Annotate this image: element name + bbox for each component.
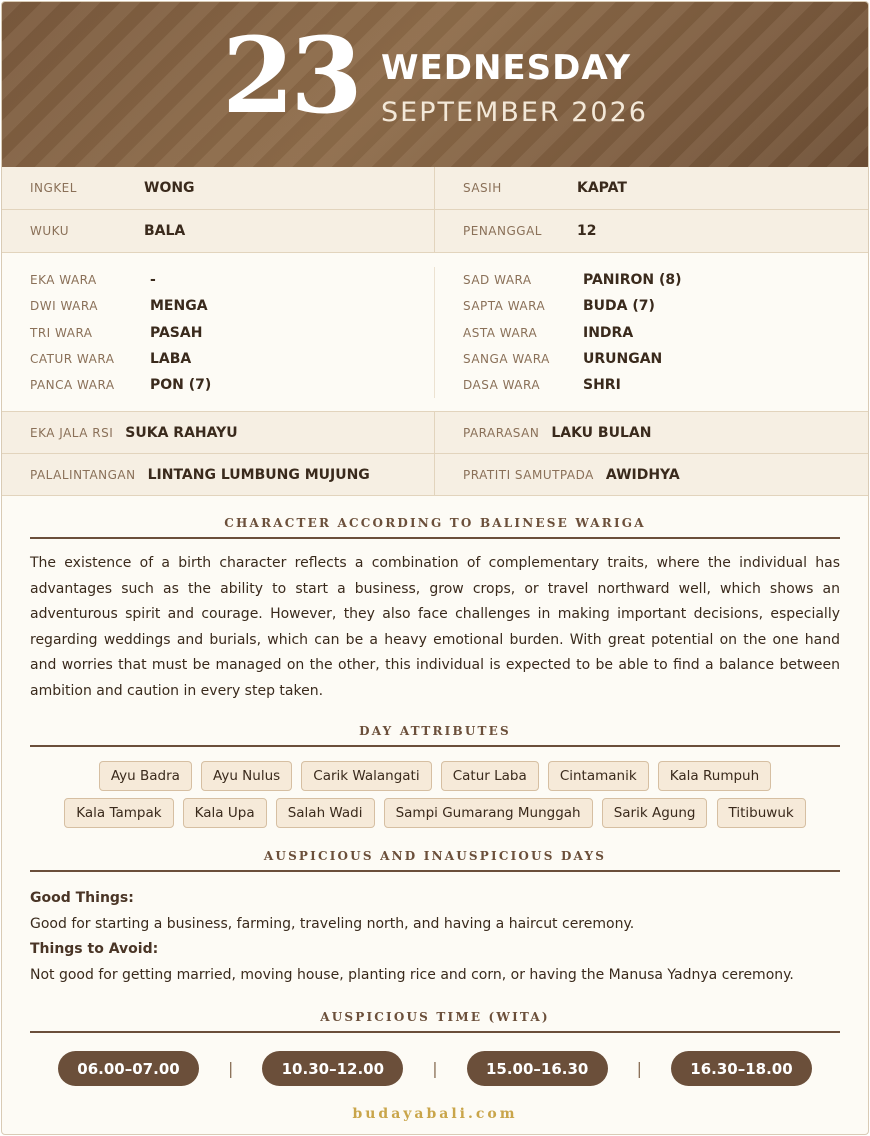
times-section-title: AUSPICIOUS TIME (WITA): [30, 1010, 840, 1033]
good-text: Good for starting a business, farming, traveling north, and having a haircut ceremony.: [30, 915, 635, 932]
wara-item: [463, 267, 868, 293]
pararasan-value: LAKU BULAN: [551, 424, 652, 441]
pararasan-cell: [435, 412, 868, 453]
avoid-text: Not good for getting married, moving house, planting rice and corn, or having the Manusa Yadnya ceremony.: [30, 966, 794, 983]
character-section-title: CHARACTER ACCORDING TO BALINESE WARIGA: [30, 516, 840, 539]
attribute-tag: Ayu Nulus: [201, 761, 292, 791]
time-slots: [58, 1051, 812, 1086]
month-year-label: SEPTEMBER 2026: [381, 97, 648, 128]
pararasan-label: PARARASAN: [463, 425, 540, 440]
wara-value: PANIRON (8): [583, 272, 682, 289]
wara-section: [2, 253, 868, 412]
wara-item: [30, 267, 434, 293]
wara-label: EKA WARA: [30, 273, 97, 288]
wara-value: BUDA (7): [583, 298, 655, 315]
wara-value: LABA: [150, 351, 192, 368]
wara-value: PON (7): [150, 377, 212, 394]
time-separator: |: [227, 1059, 234, 1079]
days-section-title: AUSPICIOUS AND INAUSPICIOUS DAYS: [30, 849, 840, 872]
day-number: 23: [222, 14, 359, 137]
wara-value: PASAH: [150, 324, 203, 341]
wara-item: [463, 372, 868, 398]
palalintangan-value: LINTANG LUMBUNG MUJUNG: [147, 466, 370, 483]
wara-label: CATUR WARA: [30, 352, 115, 367]
attribute-tag: Salah Wadi: [276, 798, 375, 828]
time-slot-pill: 16.30–18.00: [671, 1051, 812, 1086]
wara-value: URUNGAN: [583, 351, 663, 368]
wara-value: SHRI: [583, 377, 621, 394]
extra-row-1: [2, 412, 868, 454]
extra-row-2: [2, 454, 868, 496]
wara-item: [30, 293, 434, 319]
palalintangan-label: PALALINTANGAN: [30, 467, 136, 482]
attribute-tags: [42, 761, 828, 835]
summary-row-2: [2, 210, 868, 253]
wara-value: MENGA: [150, 298, 208, 315]
weekday-label: WEDNESDAY: [381, 48, 632, 88]
time-slot-pill: 15.00–16.30: [467, 1051, 608, 1086]
character-text: The existence of a birth character reflects a combination of complementary traits, where the individual has advantages such as the ability to start a business, grow crops, or travel northward well, which shows an adventurous spirit and courage. However, they also face challenges in making important decisions, especially regarding weddings and burials, which can be a heavy emotional burden. With great potential on the one hand and worries that must be managed on the other, this individual is expected to be able to find a balance between ambition and caution in every step taken.: [30, 555, 840, 699]
summary-row-1: [2, 167, 868, 210]
wara-item: [30, 346, 434, 372]
wara-item: [463, 293, 868, 319]
calendar-card: [1, 1, 869, 1135]
penanggal-cell: [435, 210, 868, 252]
attributes-section-title: DAY ATTRIBUTES: [30, 724, 840, 747]
wara-item: [30, 372, 434, 398]
penanggal-label: PENANGGAL: [463, 224, 542, 238]
attribute-tag: Kala Rumpuh: [658, 761, 771, 791]
time-separator: |: [636, 1059, 643, 1079]
palalintangan-cell: [2, 454, 435, 495]
wara-label: SAPTA WARA: [463, 299, 546, 314]
sasih-label: SASIH: [463, 181, 502, 195]
wara-item: [463, 346, 868, 372]
ingkel-label: INGKEL: [30, 181, 77, 195]
wara-label: PANCA WARA: [30, 378, 115, 393]
wara-value: -: [150, 272, 156, 289]
time-slot-pill: 10.30–12.00: [262, 1051, 403, 1086]
attribute-tag: Sarik Agung: [602, 798, 708, 828]
wuku-cell: [2, 210, 435, 252]
wara-left-column: [2, 267, 435, 398]
wara-label: TRI WARA: [30, 325, 93, 340]
date-header: [2, 2, 868, 167]
attribute-tag: Catur Laba: [441, 761, 539, 791]
attribute-tag: Kala Upa: [183, 798, 267, 828]
attribute-tag: Titibuwuk: [717, 798, 806, 828]
attribute-tag: Carik Walangati: [301, 761, 431, 791]
wuku-value: BALA: [144, 223, 186, 239]
ingkel-value: WONG: [144, 180, 195, 196]
wara-label: SANGA WARA: [463, 352, 550, 367]
avoid-heading: Things to Avoid:: [30, 941, 159, 958]
footer-site-name: budayabali.com: [352, 1106, 518, 1123]
time-separator: |: [432, 1059, 438, 1079]
eka-jala-rsi-value: SUKA RAHAYU: [125, 424, 238, 441]
eka-jala-rsi-cell: [2, 412, 435, 453]
pratiti-label: PRATITI SAMUTPADA: [463, 467, 594, 482]
penanggal-value: 12: [577, 223, 597, 239]
wara-right-column: [435, 267, 868, 398]
sasih-value: KAPAT: [577, 180, 627, 196]
attribute-tag: Kala Tampak: [64, 798, 173, 828]
attribute-tag: Sampi Gumarang Munggah: [384, 798, 593, 828]
ingkel-cell: [2, 167, 435, 209]
attribute-tag: Ayu Badra: [99, 761, 192, 791]
wara-label: DWI WARA: [30, 299, 98, 314]
wara-item: [30, 320, 434, 346]
good-avoid-block: [30, 886, 840, 988]
time-slot-pill: 06.00–07.00: [58, 1051, 199, 1086]
pratiti-cell: [435, 454, 868, 495]
sasih-cell: [435, 167, 868, 209]
pratiti-value: AWIDHYA: [605, 466, 680, 483]
eka-jala-rsi-label: EKA JALA RSI: [30, 425, 114, 440]
good-heading: Good Things:: [30, 890, 134, 907]
wuku-label: WUKU: [30, 224, 69, 238]
wara-label: DASA WARA: [463, 378, 541, 393]
wara-value: INDRA: [583, 324, 634, 341]
wara-item: [463, 320, 868, 346]
wara-label: ASTA WARA: [463, 325, 538, 340]
attribute-tag: Cintamanik: [548, 761, 649, 791]
wara-label: SAD WARA: [463, 273, 532, 288]
